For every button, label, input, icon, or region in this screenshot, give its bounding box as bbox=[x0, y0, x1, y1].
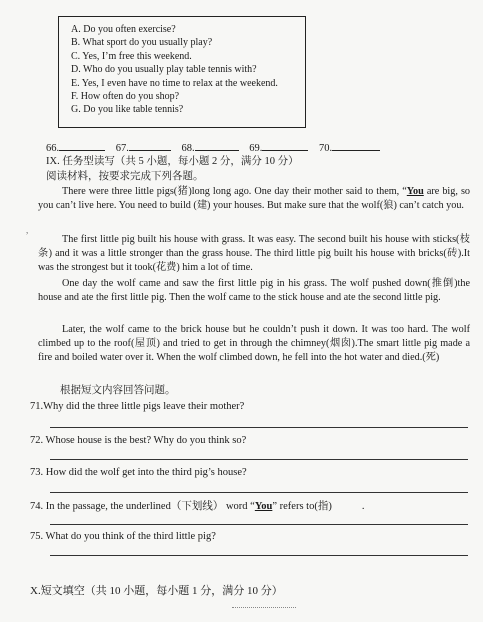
option-d: D. Who do you usually play table tennis with? bbox=[71, 64, 257, 76]
passage-paragraph-1 bbox=[38, 185, 470, 213]
blank-67[interactable] bbox=[129, 140, 171, 151]
passage-paragraph-3: One day the wolf came and saw the first little pig in his grass. The wolf pushed down(推倒)the house and ate the first little pig. Then the wolf came to the stick house and ate the second little pig. bbox=[38, 278, 470, 304]
question-71: 71.Why did the three little pigs leave their mother? bbox=[30, 401, 245, 412]
q74-period: . bbox=[361, 501, 365, 512]
question-73: 73. How did the wolf get into the third pig’s house? bbox=[30, 467, 247, 478]
option-g: G. Do you like table tennis? bbox=[71, 104, 184, 116]
blank-label-67: 67. bbox=[115, 143, 129, 154]
p1-text: There were three little pigs(猪)long long ago. One day their mother said to them, “ bbox=[62, 186, 407, 197]
passage-paragraph-2: The first little pig built his house with grass. It was easy. The second built his house with sticks(枝条) and it was a little stronger than the grass house. The third little pig built his house with bricks(砖).It was the strongest but it took(花费) him a lot of time. bbox=[38, 234, 470, 274]
blank-label-66: 66. bbox=[46, 143, 60, 154]
question-72: 72. Whose house is the best? Why do you think so? bbox=[30, 435, 247, 446]
options-box bbox=[58, 16, 306, 128]
blank-label-70: 70. bbox=[319, 143, 333, 154]
margin-mark: , bbox=[26, 225, 29, 235]
section-10-heading: X.短文填空（共 10 小题，每小题 1 分，满分 10 分） bbox=[30, 585, 283, 597]
blank-69[interactable] bbox=[262, 140, 308, 151]
answer-blanks-66-70 bbox=[46, 140, 380, 155]
underlined-word-you: You bbox=[406, 186, 424, 197]
blank-70[interactable] bbox=[332, 140, 380, 151]
blank-68[interactable] bbox=[195, 140, 239, 151]
q74-prefix: 74. In the passage, the underlined（下划线） word “ bbox=[30, 501, 255, 512]
q74-suffix: ” refers to(指) bbox=[272, 501, 332, 512]
blank-label-69: 69. bbox=[249, 143, 263, 154]
section-9-heading: IX. 任务型读写（共 5 小题，每小题 2 分，满分 10 分） bbox=[46, 156, 299, 167]
option-a: A. Do you often exercise? bbox=[71, 24, 176, 35]
option-c: C. Yes, I’m free this weekend. bbox=[71, 50, 192, 62]
p1-text-after: are big, so you can’t live here. You need to build (建) your houses. But make sure that the wolf(狼) can’t catch you. bbox=[38, 186, 471, 212]
answer-line-75[interactable] bbox=[50, 555, 468, 556]
question-75: 75. What do you think of the third little pig? bbox=[30, 531, 216, 542]
answer-line-71[interactable] bbox=[50, 427, 468, 428]
answer-line-74[interactable] bbox=[50, 524, 468, 525]
blank-66[interactable] bbox=[59, 140, 105, 151]
option-b: B. What sport do you usually play? bbox=[71, 37, 213, 49]
option-f: F. How often do you shop? bbox=[71, 91, 180, 103]
q74-underlined-word: You bbox=[254, 501, 273, 512]
section-9-instruction: 阅读材料，按要求完成下列各题。 bbox=[46, 171, 204, 182]
bottom-dotted-line bbox=[232, 607, 296, 608]
question-74 bbox=[30, 500, 364, 513]
answer-line-73[interactable] bbox=[50, 492, 468, 493]
passage-paragraph-4: Later, the wolf came to the brick house but he couldn’t push it down. It was too hard. The wolf climbed up to the roof(屋顶) and tried to get in through the chimney(烟囱).The smart little pig made a fire and boiled water over it. When the wolf climbed down, he fell into the hot water and died.(死) bbox=[38, 324, 470, 364]
blank-label-68: 68. bbox=[181, 143, 195, 154]
option-e: E. Yes, I even have no time to relax at the weekend. bbox=[71, 77, 278, 89]
task-instruction: 根据短文内容回答问题。 bbox=[60, 385, 176, 396]
answer-line-72[interactable] bbox=[50, 459, 468, 460]
